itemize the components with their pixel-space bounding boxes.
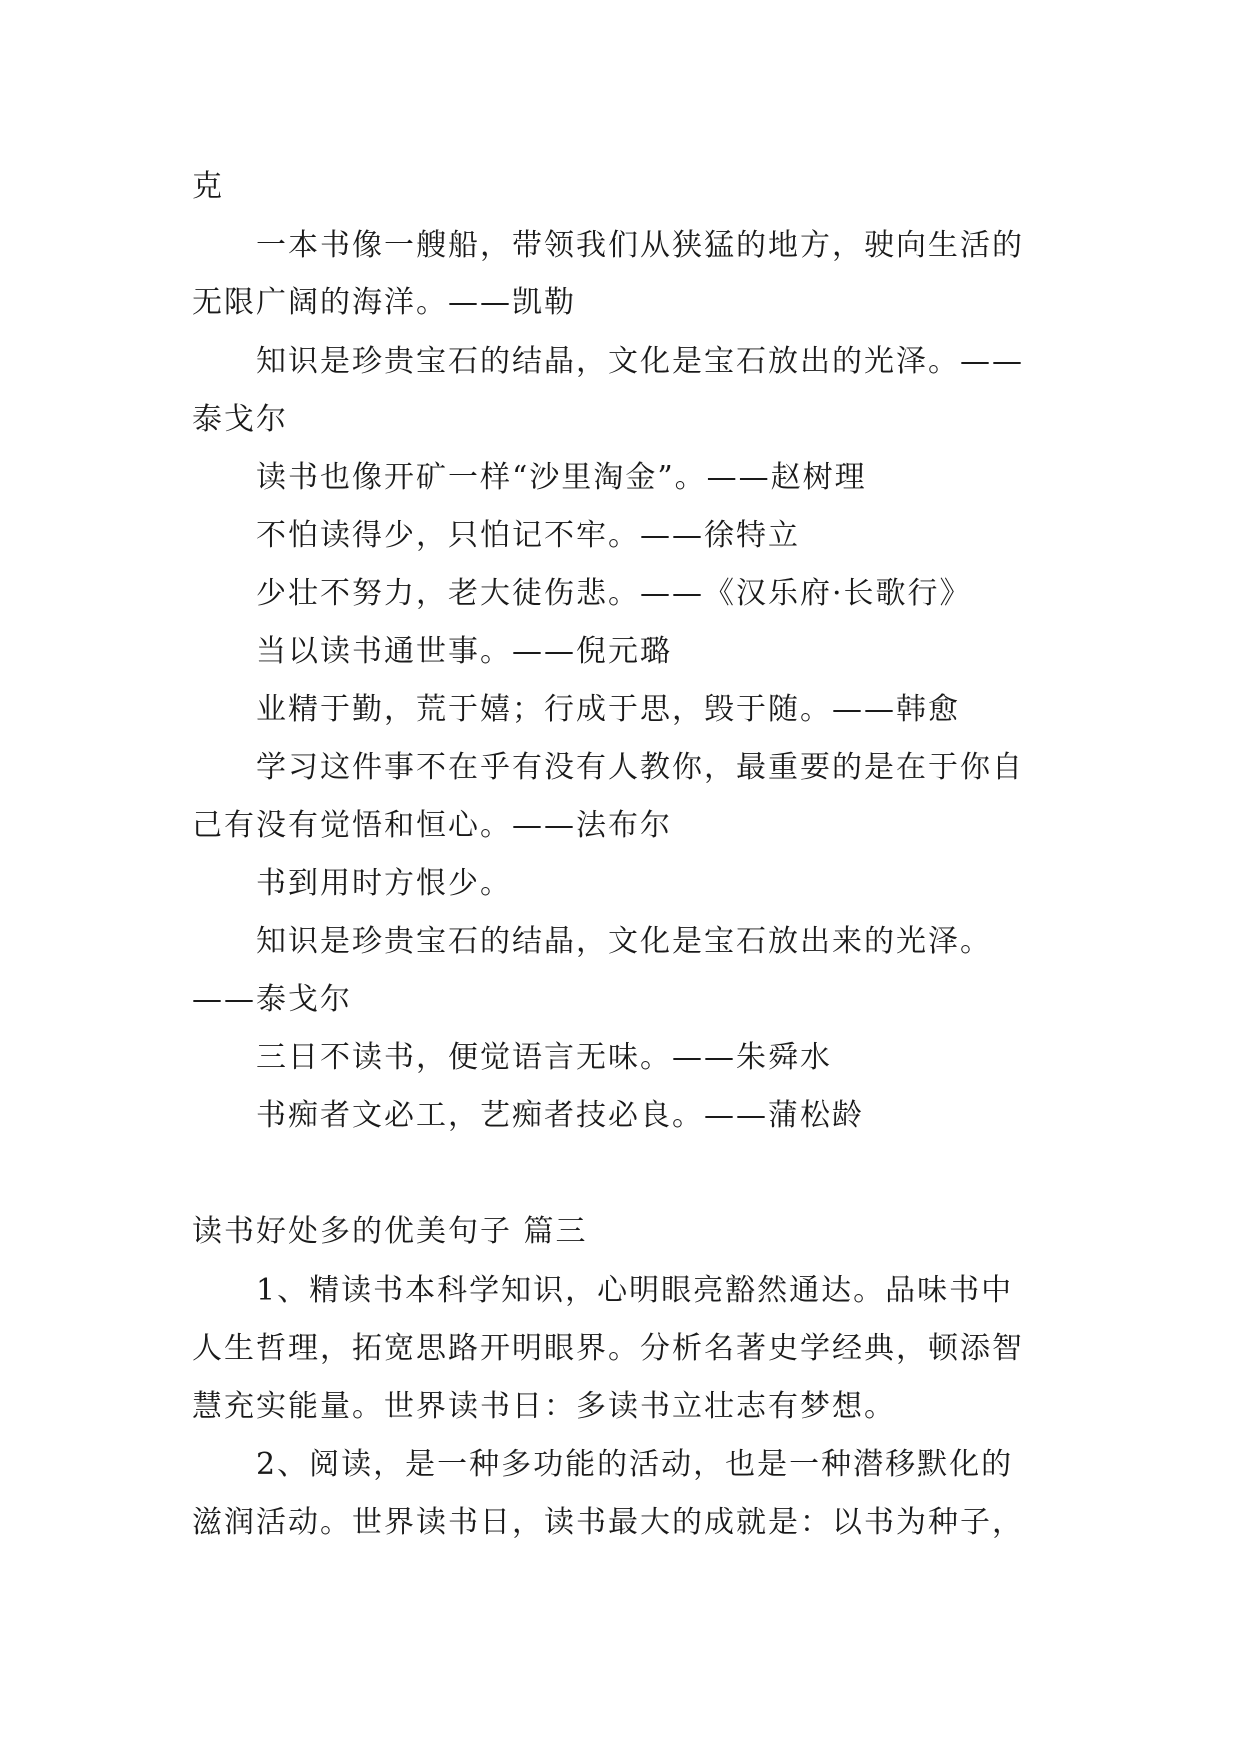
text-line: 人生哲理，拓宽思路开明眼界。分析名著史学经典，顿添智 [192,1331,1024,1366]
text-line: 学习这件事不在乎有没有人教你，最重要的是在于你自 [256,750,1024,785]
text-line: 书到用时方恨少。 [256,866,512,901]
text-line: 泰戈尔 [192,402,288,437]
text-line: 一本书像一艘船，带领我们从狭猛的地方，驶向生活的 [256,228,1024,263]
text-line: 无限广阔的海洋。——凯勒 [192,285,576,320]
text-line: 当以读书通世事。——倪元璐 [256,634,672,669]
text-line: 慧充实能量。世界读书日：多读书立壮志有梦想。 [192,1389,896,1424]
text-line: 1、精读书本科学知识，心明眼亮豁然通达。品味书中 [256,1273,1014,1308]
text-line: 少壮不努力，老大徒伤悲。——《汉乐府·长歌行》 [256,576,972,611]
text-line: 读书也像开矿一样“沙里淘金”。——赵树理 [256,460,867,495]
text-line: 知识是珍贵宝石的结晶，文化是宝石放出的光泽。—— [256,344,1024,379]
text-line: 书痴者文必工，艺痴者技必良。——蒲松龄 [256,1098,864,1133]
text-line: 业精于勤，荒于嬉；行成于思，毁于随。——韩愈 [256,692,960,727]
text-line: 己有没有觉悟和恒心。——法布尔 [192,808,672,843]
text-line: ——泰戈尔 [192,982,352,1017]
text-line: 2、阅读，是一种多功能的活动，也是一种潜移默化的 [256,1447,1014,1482]
text-line: 不怕读得少，只怕记不牢。——徐特立 [256,518,800,553]
text-line: 三日不读书，便觉语言无味。——朱舜水 [256,1040,832,1075]
section-heading: 读书好处多的优美句子 篇三 [192,1214,588,1249]
text-line: 滋润活动。世界读书日，读书最大的成就是：以书为种子， [192,1505,1024,1540]
text-line: 知识是珍贵宝石的结晶，文化是宝石放出来的光泽。 [256,924,992,959]
text-line: 克 [192,169,224,204]
